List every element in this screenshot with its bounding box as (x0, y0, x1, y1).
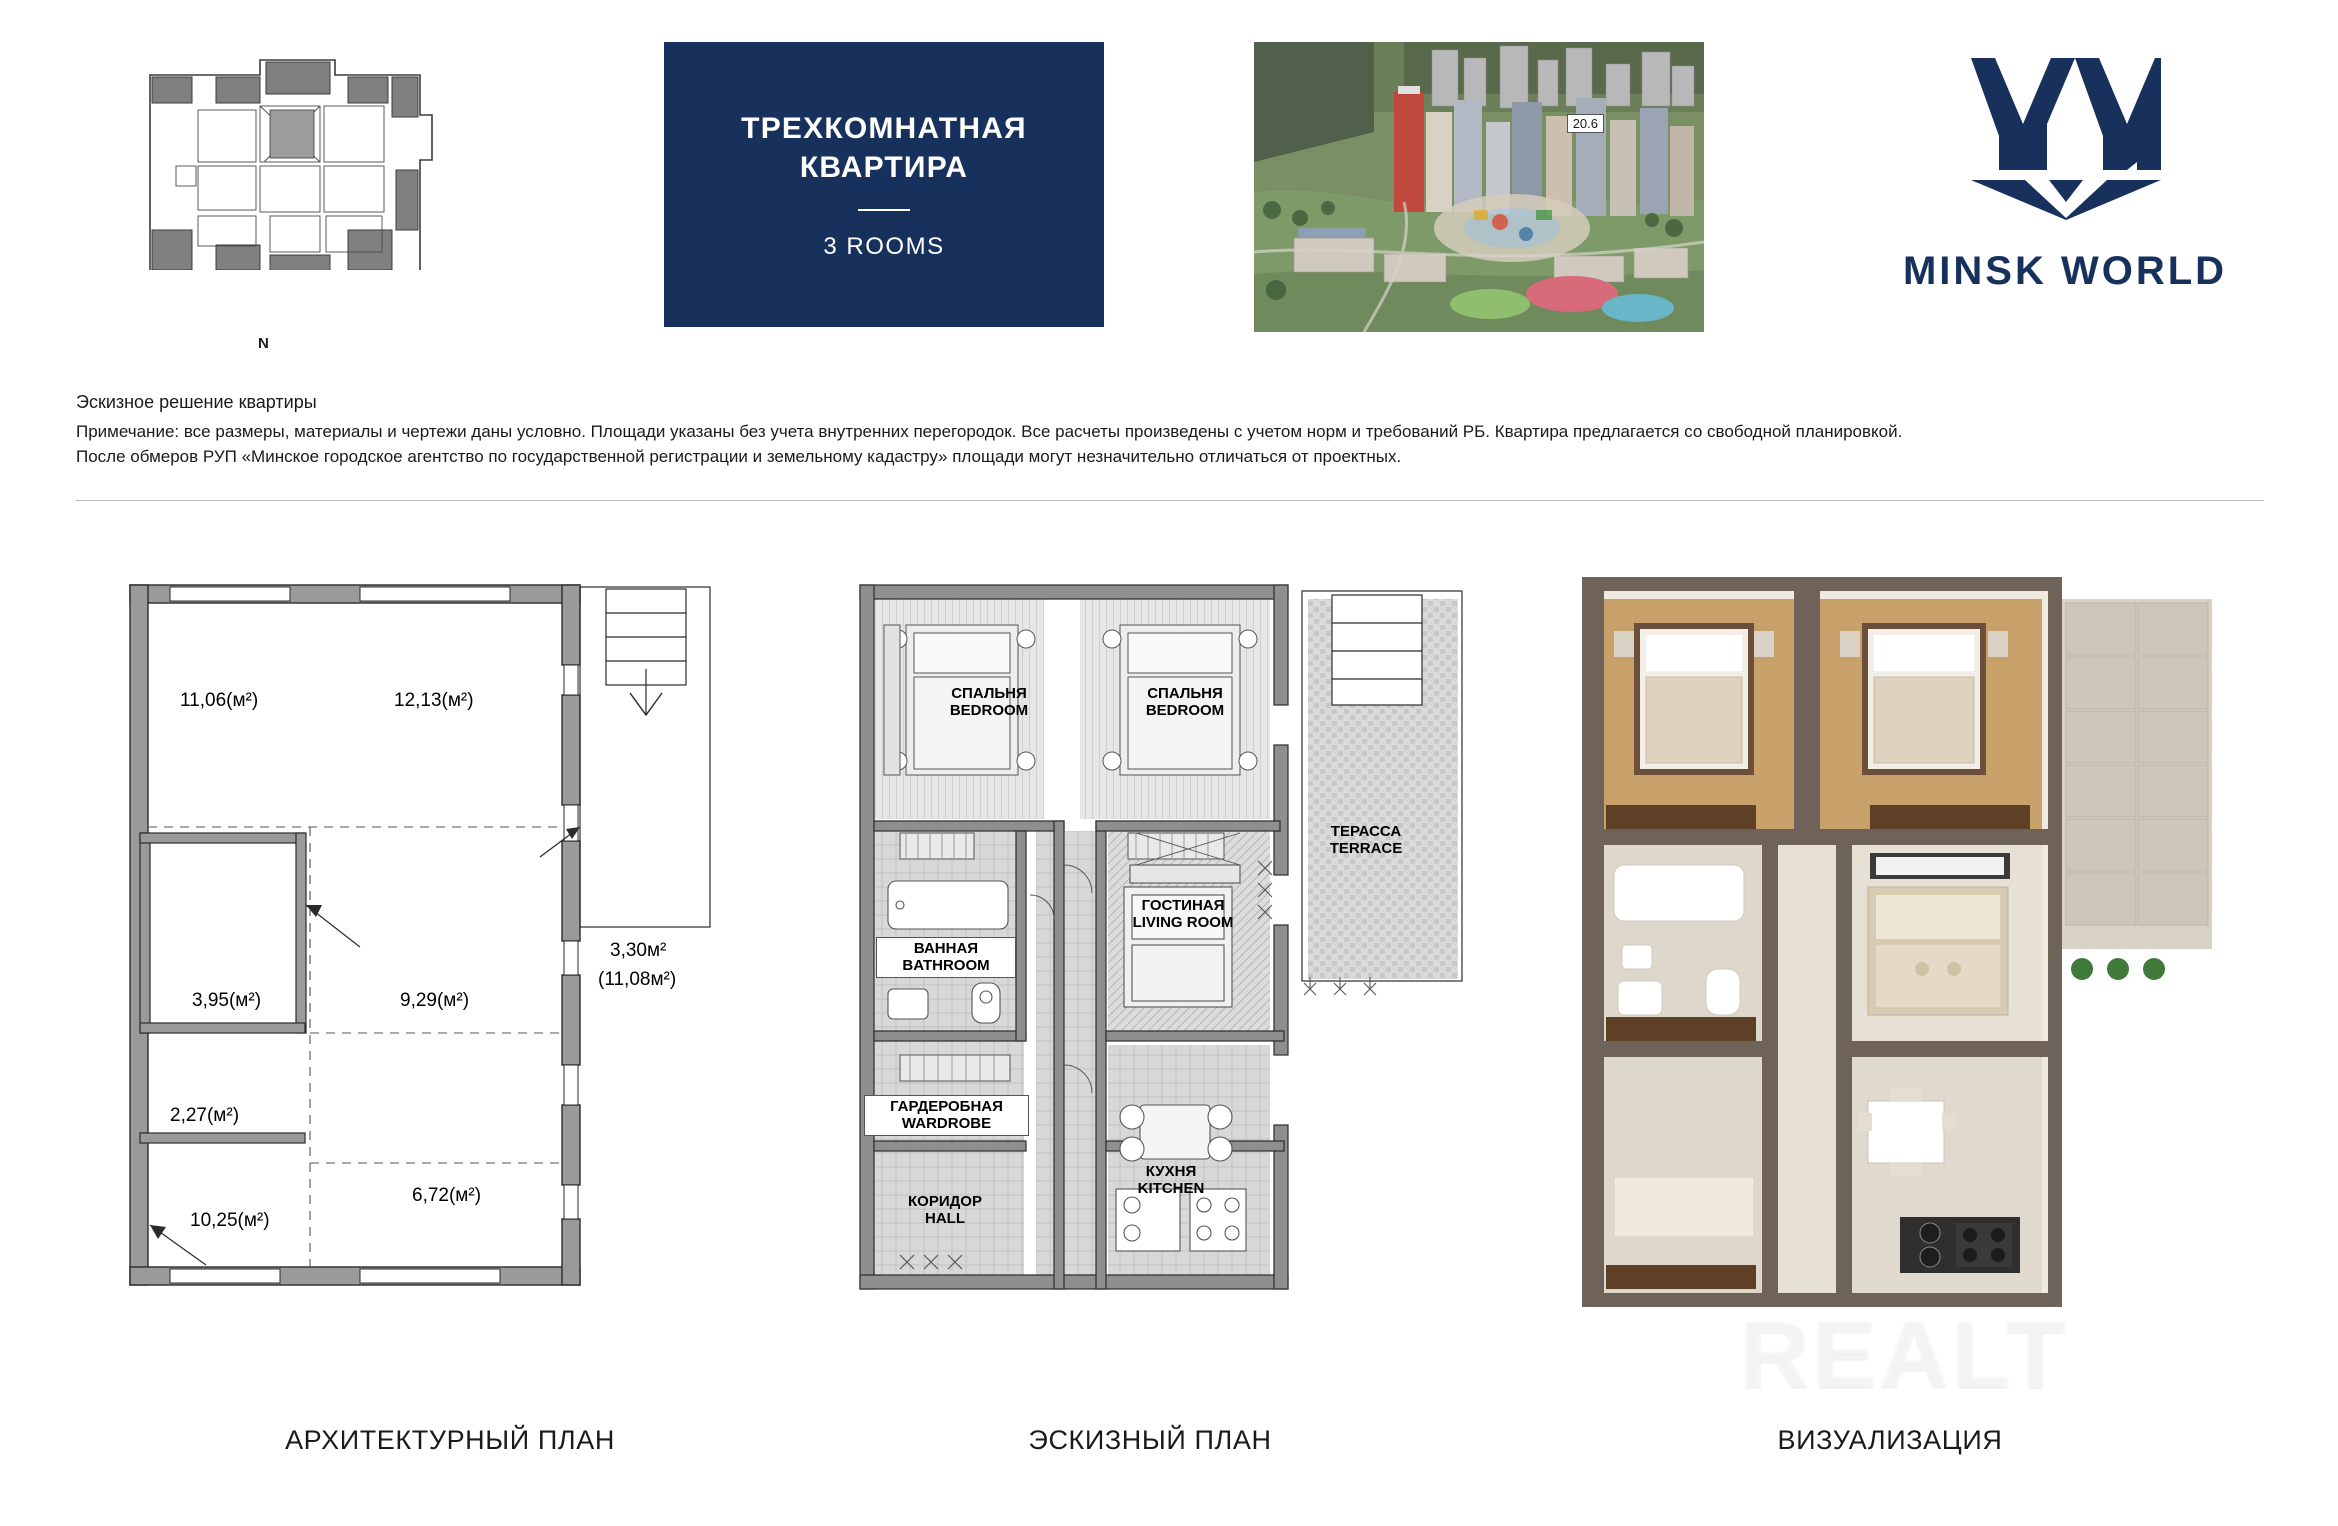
arch-area-hall: 10,25(м²) (190, 1210, 270, 1231)
key-plan-diagram (120, 40, 460, 352)
brand-logo (1900, 48, 2230, 328)
sketch-room-kitchen (1116, 1163, 1226, 1198)
sketch-room-bedroom-right-en: BEDROOM (1145, 702, 1225, 720)
sketch-room-terrace-en: TERRACE (1329, 840, 1403, 858)
header-divider (76, 500, 2264, 501)
apartment-title-box (664, 42, 1104, 327)
disclaimer-note (76, 392, 2266, 469)
sketch-room-hall-en: HALL (925, 1210, 965, 1228)
sketch-room-bedroom-left-en: BEDROOM (949, 702, 1029, 720)
note-line-2: После обмеров РУП «Минское городское агентство по государственной регистрации и земельному кадастру» площади могут незначительно отличаться от проектных. (76, 447, 1402, 467)
sketch-room-wardrobe-ru: ГАРДЕРОБНАЯ (890, 1098, 1003, 1115)
caption-visualization: ВИЗУАЛИЗАЦИЯ (1777, 1425, 2003, 1455)
arch-area-wardrobe: 2,27(м²) (170, 1105, 240, 1126)
aerial-render-image (1254, 42, 1704, 332)
sketch-room-terrace-ru: ТЕРАССА (1330, 823, 1402, 840)
arch-area-terrace-total: (11,08м²) (598, 969, 677, 990)
sketch-room-bathroom-ru: ВАННАЯ (913, 940, 979, 957)
compass-label: N (258, 335, 270, 352)
architectural-plan (110, 565, 790, 1355)
sketch-room-kitchen-en: KITCHEN (1137, 1180, 1205, 1198)
arch-area-bath: 3,95(м²) (192, 990, 262, 1011)
title-divider (858, 209, 910, 211)
sketch-room-bedroom-right (1120, 685, 1250, 720)
arch-area-room-top-left: 11,06(м²) (180, 690, 259, 711)
sketch-room-wardrobe (864, 1095, 1029, 1136)
sketch-room-bathroom-en: BATHROOM (902, 957, 990, 975)
mw-monogram-icon (1965, 52, 2165, 227)
sketch-room-hall (880, 1193, 1010, 1228)
apartment-title-en: 3 ROOMS (823, 232, 945, 260)
header (0, 0, 2338, 360)
sketch-room-living-en: LIVING ROOM (1132, 914, 1234, 932)
arch-area-room-top-right: 12,13(м²) (394, 690, 474, 711)
sketch-plan (840, 565, 1490, 1355)
sketch-room-living-ru: ГОСТИНАЯ (1141, 897, 1225, 914)
brand-logo-text: MINSK WORLD (1902, 249, 2228, 293)
sketch-room-wardrobe-en: WARDROBE (901, 1115, 992, 1133)
sketch-room-hall-ru: КОРИДОР (908, 1193, 982, 1210)
aerial-building-number-badge: 20.6 (1567, 114, 1604, 133)
sketch-room-bathroom (876, 937, 1016, 978)
visualization-render (1570, 565, 2270, 1355)
sketch-room-bedroom-left-ru: СПАЛЬНЯ (951, 685, 1027, 702)
arch-area-kitchen: 6,72(м²) (412, 1185, 482, 1206)
realt-watermark: REALT (1740, 1301, 2068, 1408)
arch-area-living: 9,29(м²) (400, 990, 470, 1011)
arch-area-terrace: 3,30м² (610, 940, 667, 961)
caption-sketch-plan: ЭСКИЗНЫЙ ПЛАН (1028, 1425, 1272, 1455)
sketch-room-terrace (1306, 823, 1426, 858)
caption-architectural-plan: АРХИТЕКТУРНЫЙ ПЛАН (285, 1425, 615, 1455)
sketch-room-kitchen-ru: КУХНЯ (1145, 1163, 1197, 1180)
sketch-room-bedroom-right-ru: СПАЛЬНЯ (1147, 685, 1223, 702)
sketch-room-living (1108, 897, 1258, 932)
sketch-room-bedroom-left (924, 685, 1054, 720)
note-title: Эскизное решение квартиры (76, 392, 317, 412)
note-line-1: Примечание: все размеры, материалы и чертежи даны условно. Площади указаны без учета внутренних перегородок. Все расчеты произведены с учетом норм и требований РБ. Квартира предлагается со свободной планировкой. (76, 422, 1903, 441)
apartment-title-ru: ТРЕХКОМНАТНАЯ КВАРТИРА (741, 111, 1027, 184)
